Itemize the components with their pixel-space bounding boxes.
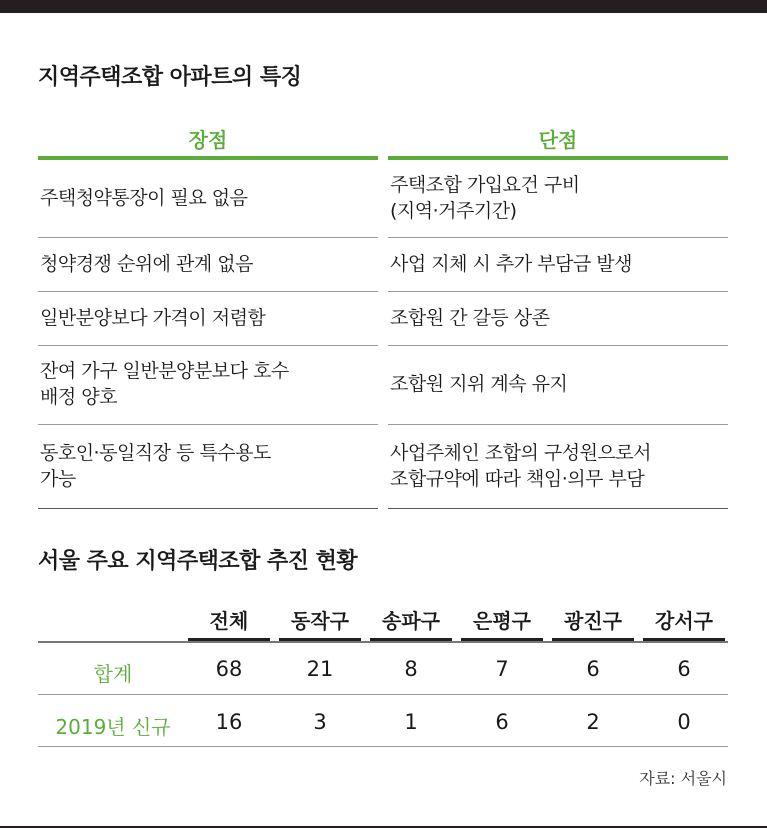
column-header: 전체 xyxy=(209,609,249,633)
row-divider xyxy=(388,345,728,346)
pros-item-text: 동호인·동일직장 등 특수용도 가능 xyxy=(40,442,271,490)
row-label: 2019년 신규 xyxy=(55,715,171,739)
cons-item xyxy=(390,240,728,288)
row-divider xyxy=(38,508,378,509)
cons-item-text: 주택조합 가입요건 구비 (지역·거주기간) xyxy=(390,174,580,222)
column-header: 송파구 xyxy=(382,609,440,633)
row-divider xyxy=(388,508,728,509)
cons-item-text: 조합원 지위 계속 유지 xyxy=(390,373,568,395)
cons-item xyxy=(390,348,728,420)
column-header: 동작구 xyxy=(291,609,349,633)
cons-item-text: 조합원 간 갈등 상존 xyxy=(390,307,550,329)
table-cell: 16 xyxy=(215,710,243,734)
pros-item-text: 주택청약통장이 필요 없음 xyxy=(40,187,248,209)
cons-item xyxy=(390,166,728,230)
cons-item-text: 사업주체인 조합의 구성원으로서 조합규약에 따라 책임·의무 부담 xyxy=(390,442,652,490)
table-cell: 0 xyxy=(677,710,691,734)
cons-header-rule xyxy=(388,156,728,160)
pros-item xyxy=(40,240,378,288)
table-cell: 1 xyxy=(404,710,418,734)
table-cell: 6 xyxy=(495,710,509,734)
top-bar xyxy=(0,0,767,13)
table-cell: 6 xyxy=(677,657,691,681)
row-divider xyxy=(388,291,728,292)
table-row-divider xyxy=(38,746,728,747)
row-divider xyxy=(388,424,728,425)
table-cell: 3 xyxy=(313,710,327,734)
cons-item xyxy=(390,294,728,342)
pros-item-text: 청약경쟁 순위에 관계 없음 xyxy=(40,253,254,275)
column-header: 은평구 xyxy=(473,609,531,633)
table-cell: 21 xyxy=(306,657,334,681)
features-title: 지역주택조합 아파트의 특징 xyxy=(38,65,302,90)
pros-item-text: 일반분양보다 가격이 저렴함 xyxy=(40,307,266,329)
cons-item-text: 사업 지체 시 추가 부담금 발생 xyxy=(390,253,632,275)
row-label: 합계 xyxy=(93,662,133,686)
pros-item xyxy=(40,427,378,505)
column-header: 광진구 xyxy=(564,609,622,633)
table-cell: 2 xyxy=(586,710,600,734)
table-row-divider xyxy=(38,694,728,695)
table-header-rule xyxy=(38,641,728,643)
pros-item xyxy=(40,166,378,230)
pros-item xyxy=(40,294,378,342)
pros-item xyxy=(40,348,378,420)
cons-header: 단점 xyxy=(538,128,578,152)
table-title: 서울 주요 지역주택조합 추진 현황 xyxy=(38,549,358,574)
column-header: 강서구 xyxy=(655,609,713,633)
table-cell: 8 xyxy=(404,657,418,681)
row-divider xyxy=(388,237,728,238)
source-note: 자료: 서울시 xyxy=(639,769,727,788)
cons-item xyxy=(390,427,728,505)
pros-header: 장점 xyxy=(188,128,228,152)
row-divider xyxy=(38,237,378,238)
row-divider xyxy=(38,291,378,292)
pros-header-rule xyxy=(38,156,378,160)
row-divider xyxy=(38,345,378,346)
table-cell: 6 xyxy=(586,657,600,681)
table-cell: 68 xyxy=(215,657,243,681)
table-cell: 7 xyxy=(495,657,509,681)
pros-item-text: 잔여 가구 일반분양분보다 호수 배정 양호 xyxy=(40,360,289,408)
row-divider xyxy=(38,424,378,425)
